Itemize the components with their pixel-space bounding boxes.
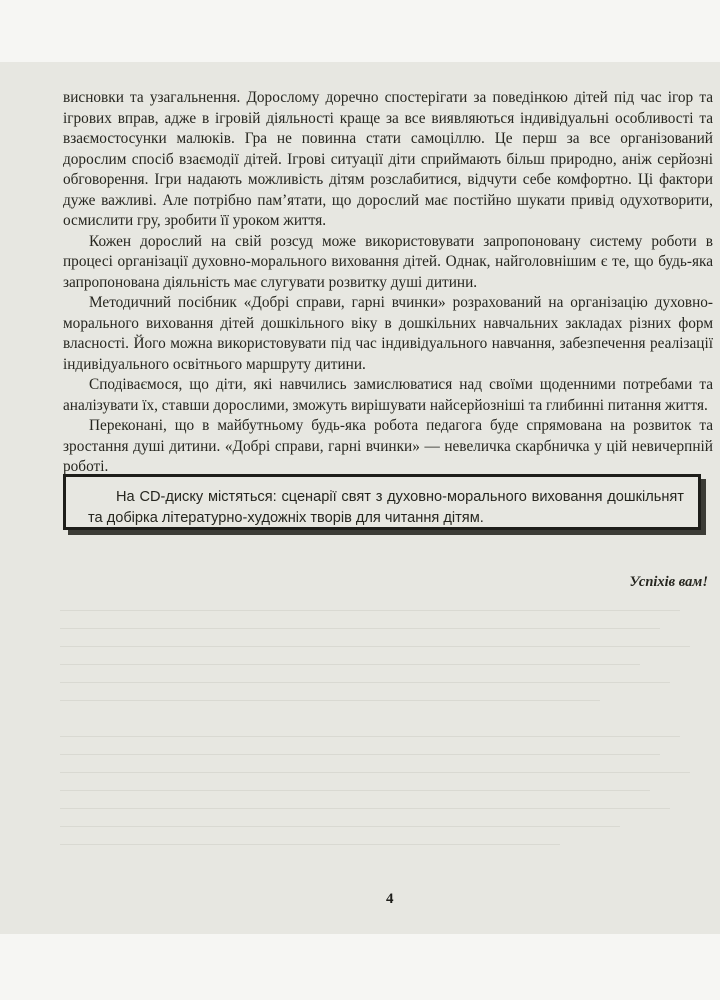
cd-contents-note: На CD-диску містяться: сценарії свят з духовно-морального виховання дошкільнят та добірка літературно-художніх творів для читання дітям. [88, 489, 684, 526]
scan-margin-top [0, 0, 720, 62]
body-text [63, 88, 713, 478]
scan-margin-bottom [0, 934, 720, 1000]
paragraph-1: висновки та узагальнення. Дорослому доречно спостерігати за поведінкою дітей під час ігор та ігрових вправ, адже в ігровій діяльності краще за все виявляються індивідуальні особливості та взаємостосунки малюків. Гра не повинна стати самоціллю. Це перш за все організований дорослим спосіб взаємодії дітей. Ігрові ситуації діти сприймають більш природно, аніж серйозні обговорення. Ігри надають можливість дітям розслабитися, відчути себе комфортно. Ці фактори дуже важливі. Але потрібно пам’ятати, що дорослий має постійно шукати привід одухотворити, осмислити гру, зробити її уроком життя. [63, 89, 713, 229]
page-number: 4 [386, 891, 394, 907]
closing-wish: Успіхів вам! [629, 574, 708, 590]
cd-contents-box [63, 474, 701, 530]
paragraph-4: Сподіваємося, що діти, які навчились замислюватися над своїми щоденними потребами та аналізувати їх, ставши дорослими, зможуть вирішувати найсерйозніші та глибинні питання життя. [63, 376, 713, 414]
paragraph-2: Кожен дорослий на свій розсуд може використовувати запропоновану систему роботи в процесі організації духовно-морального виховання дітей. Однак, найголовнішим є те, що будь-яка запропонована діяльність має слугувати розвитку душі дитини. [63, 232, 713, 291]
paragraph-5: Переконані, що в майбутньому будь-яка робота педагога буде спрямована на розвиток та зростання душі дитини. «Добрі справи, гарні вчинки» — невеличка скарбничка у цій невичерпній роботі. [63, 417, 713, 475]
paragraph-3: Методичний посібник «Добрі справи, гарні вчинки» розрахований на організацію духовно-морального виховання дітей дошкільного віку в дошкільних навчальних закладах різних форм власності. Його можна використовувати під час індивідуального навчання, забезпечення реалізації індивідуального освітнього маршруту дитини. [63, 294, 713, 373]
